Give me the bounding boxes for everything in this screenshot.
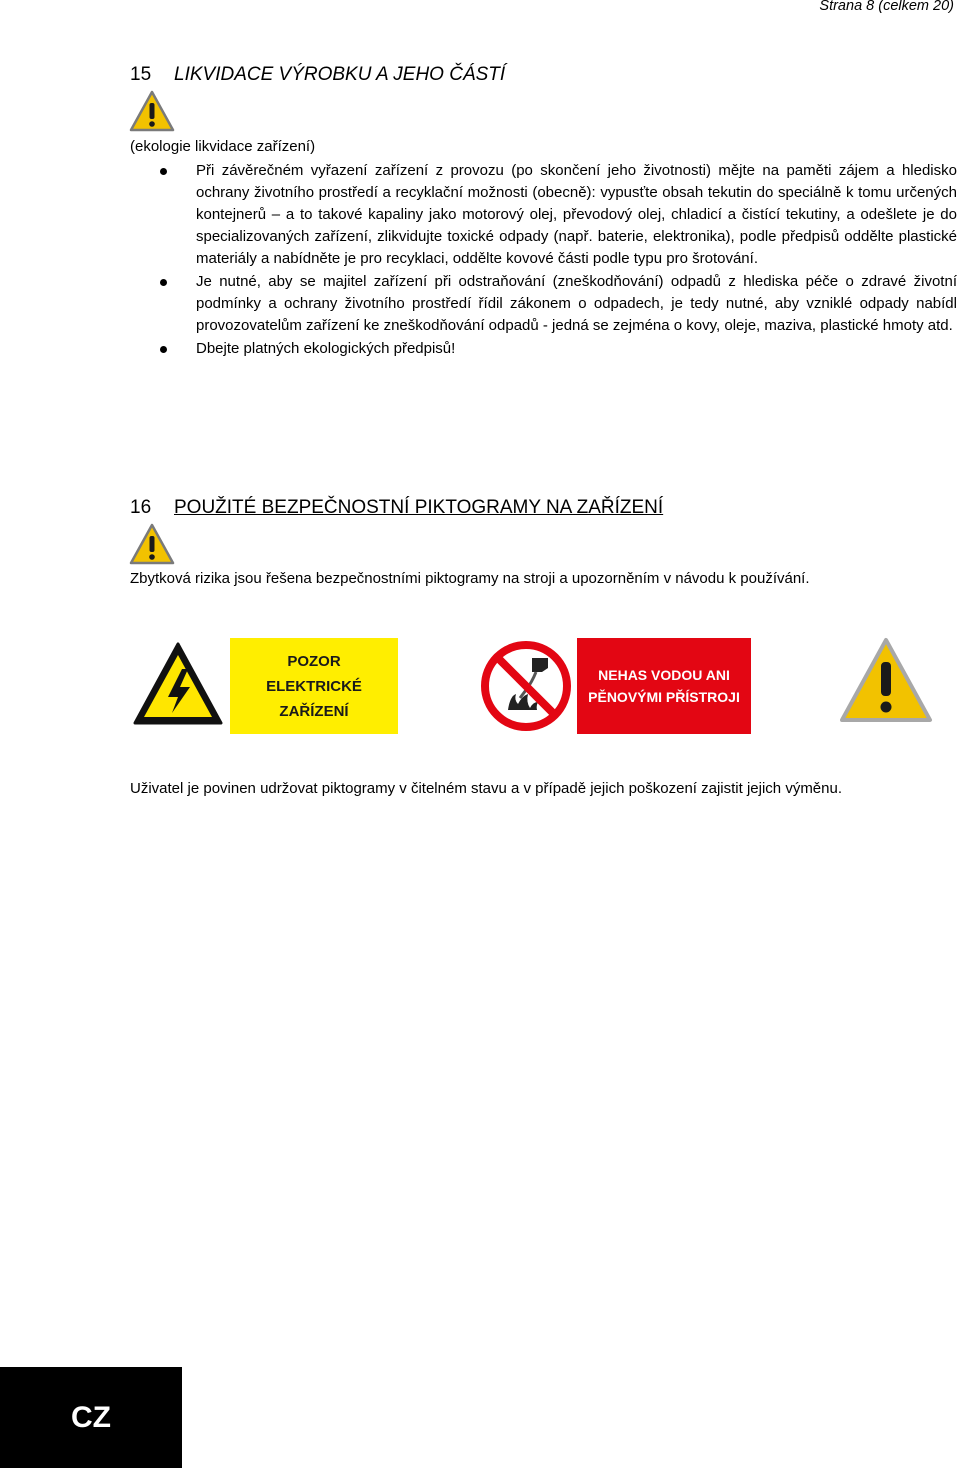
section-number: 16	[130, 497, 152, 518]
sign-line: ELEKTRICKÉ ZAŘÍZENÍ	[266, 677, 362, 720]
sign-line: PĚNOVÝMI PŘÍSTROJI	[588, 689, 740, 705]
pictogram-row	[0, 636, 960, 736]
no-water-extinguishing-icon	[480, 640, 572, 732]
list-item	[130, 271, 957, 337]
no-water-warning-sign	[577, 638, 751, 734]
general-warning-icon	[838, 636, 934, 724]
residual-risks-text: Zbytková rizika jsou řešena bezpečnostními piktogramy na stroji a upozorněním v návodu k používání.	[130, 570, 810, 587]
language-badge: CZ	[0, 1367, 182, 1468]
sign-line: NEHAS VODOU ANI	[598, 667, 730, 683]
maintenance-note: Uživatel je povinen udržovat piktogramy v čitelném stavu a v případě jejich poškození zajistit jejich výměnu.	[130, 780, 843, 797]
page-number-label: Strana 8 (celkem 20)	[819, 0, 954, 14]
warning-icon	[129, 90, 175, 132]
section-15-heading	[130, 64, 505, 86]
warning-icon	[129, 523, 175, 565]
list-item	[130, 160, 957, 270]
bullet-icon	[160, 346, 167, 353]
bullet-text: Při závěrečném vyřazení zařízení z provozu (po skončení jeho životnosti) mějte na paměti zájem a hledisko ochrany životního prostředí a recyklační možnosti (obecně): vypusťte obsah tekutin do speciálně k tomu určených kontejnerů – a to takové kapaliny jako motorový olej, převodový olej, chladicí a čistící tekutiny, a odešlete je do specializovaných zařízení, zlikvidujte toxické odpady (např. baterie, elektronika), podle předpisů oddělte plastické materiály a nabídněte je pro recyklaci, oddělte kovové části podle typu pro šrotování.	[196, 162, 957, 267]
section-number: 15	[130, 64, 152, 85]
section-16-heading	[130, 497, 663, 519]
section-title: POUŽITÉ BEZPEČNOSTNÍ PIKTOGRAMY NA ZAŘÍZENÍ	[174, 497, 664, 518]
disposal-bullet-list	[130, 160, 957, 361]
section-title: LIKVIDACE VÝROBKU A JEHO ČÁSTÍ	[174, 64, 506, 85]
bullet-icon	[160, 168, 167, 175]
electric-warning-sign	[230, 638, 398, 734]
electric-hazard-icon	[132, 641, 224, 727]
bullet-text: Je nutné, aby se majitel zařízení při odstraňování (zneškodňování) odpadů z hlediska péče o zdravé životní podmínky a ochrany životního prostředí řídil zákonem o odpadech, je tedy nutné, aby vzniklé odpady nabídl provozovatelům zařízení ke zneškodňování odpadů - jedná se zejména o kovy, oleje, maziva, plastické hmoty atd.	[196, 273, 957, 334]
sign-line: POZOR	[287, 652, 341, 670]
list-item	[130, 338, 957, 360]
section-note: (ekologie likvidace zařízení)	[130, 138, 316, 155]
bullet-icon	[160, 279, 167, 286]
bullet-text: Dbejte platných ekologických předpisů!	[196, 340, 456, 357]
